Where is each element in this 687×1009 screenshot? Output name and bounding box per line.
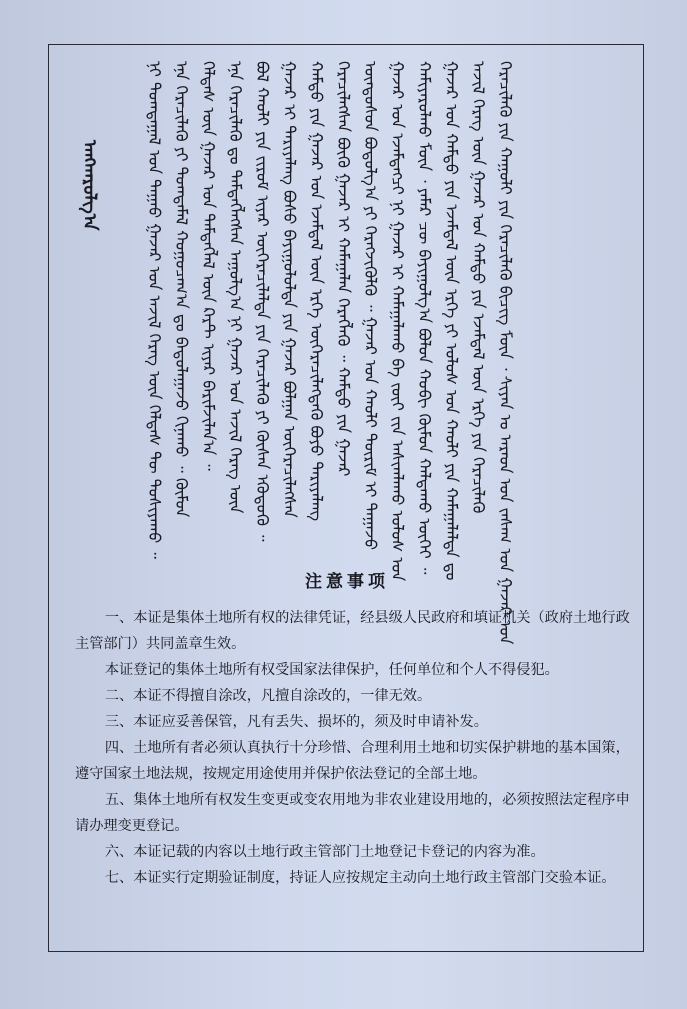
notice-item: 七、本证实行定期验证制度，持证人应按规定主动向土地行政主管部门交验本证。 <box>104 870 616 886</box>
notice-list <box>75 605 631 891</box>
mongolian-column: ᠨᠢ ᠲᠣᠭᠲᠠᠭᠠᠯ ᠤᠨ ᠳᠠᠭᠠᠤ ᠭᠠᠵᠠᠷ ᠤᠨ ᠠᠵᠢᠯ ᠬᠡᠷᠡᠭ ᠦᠨ ᠬᠡᠯᠲᠡᠰ ᠲᠦ ᠲᠤᠰᠢᠶᠠᠬᠤ ᠃ <box>145 61 164 559</box>
mongolian-column: ᠬᠡᠯᠲᠡᠰ ᠦᠨ ᠭᠠᠵᠠᠷ ᠤᠨ ᠳᠡᠮᠳᠡᠭᠯᠡᠯ ᠦᠨ ᠺᠠᠷᠲ ᠢᠶᠠᠷ ᠪᠠᠷᠢᠮᠵᠢᠯᠠᠨ᠎ᠠ ᠃ <box>199 61 218 471</box>
notice-item: 六、本证记载的内容以土地行政主管部门土地登记卡登记的内容为准。 <box>104 844 545 860</box>
mongolian-column: ᠭᠠᠵᠠᠷ ᠢ ᠲᠠᠷᠢᠶᠠᠯᠠᠩ ᠪᠤᠰᠤ ᠪᠠᠶᠢᠭᠤᠯᠤᠯᠲᠠ ᠶᠢᠨ ᠭᠠᠵᠠᠷ ᠪᠣᠯᠭᠠᠨ ᠥᠭᠡᠷᠡᠴᠢᠯᠡᠭᠰᠡᠨ <box>280 61 299 518</box>
mongolian-column: ᠪᠣᠯ ᠬᠠᠤᠯᠢ ᠶᠢᠨ ᠵᠢᠷᠤᠮ ᠢᠶᠠᠷ ᠥᠭᠡᠷᠡᠴᠢᠯᠡᠯᠲᠡ ᠶᠢᠨ ᠭᠡᠷᠡᠴᠢᠯᠡᠬᠦ ᠶᠢ ᠬᠦᠰᠡᠨ ᠡᠭᠦᠳᠦᠬᠦ ᠃ <box>253 61 272 542</box>
notice-item: 三、本证应妥善保管，凡有丢失、损坏的，须及时申请补发。 <box>104 714 488 730</box>
mongolian-column: ᠭᠠᠵᠠᠷ ᠤᠨ ᠡᠵᠡᠮᠳᠡᠭᠴᠢ ᠨᠢ ᠭᠠᠵᠠᠷ ᠢ ᠬᠠᠮᠠᠭᠠᠯᠠᠬᠤ ᠪᠠ ᠵᠦᠢ ᠵᠢᠨ ᠠᠰᠢᠭᠯᠠᠬᠤ ᠤᠯᠤᠰ ᠤᠨ <box>388 61 407 582</box>
mongolian-column: ᠭᠡᠷᠡᠴᠢᠯᠡᠭᠰᠡᠨ ᠪᠦᠬᠦ ᠭᠠᠵᠠᠷ ᠢ ᠬᠠᠮᠠᠭᠠᠯᠠᠨ ᠬᠡᠷᠡᠭᠯᠡᠬᠦ ᠃ ᠬᠠᠮᠲᠤ ᠶᠢᠨ ᠭᠠᠵᠠᠷ <box>334 61 353 477</box>
mongolian-title: ᠠᠩᠬᠠᠷᠤᠯᠭ᠎ᠠ <box>79 140 100 231</box>
mongolian-column: ᠠᠵᠢᠯ ᠬᠡᠷᠡᠭ ᠦᠨ ᠭᠠᠵᠠᠷ ᠤᠨ ᠬᠠᠮᠲᠤ ᠶᠢᠨ ᠡᠵᠡᠮᠳᠡᠯ ᠦᠨ ᠡᠷᠬᠡ ᠶᠢᠨ ᠭᠡᠷᠡᠴᠢᠯᠡᠬᠦ <box>469 61 488 514</box>
notice-title: 注意事项 <box>305 572 389 592</box>
page-border <box>48 44 644 952</box>
notice-item: 一、本证是集体土地所有权的法律凭证，经县级人民政府和填证机关（政府土地行政主管部门）共同盖章生效。 <box>75 610 630 652</box>
mongolian-column: ᠦᠨᠳᠦᠰᠦᠨ ᠪᠣᠳᠤᠯᠭ᠎ᠠ ᠶᠢ ᠬᠡᠷᠡᠭᠵᠢᠭᠦᠯᠬᠦ ᠃ ᠭᠠᠵᠠᠷ ᠤᠨ ᠬᠠᠤᠯᠢ ᠳᠦᠷᠢᠮ ᠢ ᠳᠠᠭᠠᠵᠤ <box>361 61 380 550</box>
notice-item: 二、本证不得擅自涂改，凡擅自涂改的，一律无效。 <box>104 688 432 704</box>
mongolian-column: ᠡᠨᠡ ᠭᠡᠷᠡᠴᠢᠯᠡᠬᠦ ᠶᠢ ᠲᠣᠭᠲᠠᠮᠠᠯ ᠬᠤᠭᠤᠴᠠᠭ᠎ᠠ ᠳᠤ ᠪᠠᠲᠤᠯᠠᠭᠠᠵᠤ ᠬᠢᠨᠠᠬᠤ ᠃ ᠬᠦᠮᠦᠨ <box>172 61 191 518</box>
mongolian-column: ᠬᠠᠮᠲᠤ ᠶᠢᠨ ᠭᠠᠵᠠᠷ ᠤᠨ ᠡᠵᠡᠮᠳᠡᠯ ᠦᠨ ᠡᠷᠬᠡ ᠥᠭᠡᠷᠡᠴᠢᠯᠡᠭᠳᠡᠬᠦ ᠪᠤᠶᠤ ᠲᠠᠷᠢᠶᠠᠯᠠᠩ <box>307 61 326 522</box>
mongolian-column: ᠭᠠᠵᠠᠷ ᠤᠨ ᠬᠠᠮᠲᠤ ᠶᠢᠨ ᠡᠵᠡᠮᠳᠡᠯ ᠦᠨ ᠡᠷᠬᠡ ᠶᠢ ᠤᠯᠤᠰ ᠤᠨ ᠬᠠᠤᠯᠢ ᠶᠢᠨ ᠬᠠᠮᠠᠭᠠᠯᠠᠯᠲᠠ ᠳᠤ <box>442 61 461 581</box>
mongolian-column: ᠭᠡᠷᠡᠴᠢᠯᠡᠬᠦ ᠶᠢᠨ ᠬᠠᠭᠤᠯᠢ ᠶᠢᠨ ᠭᠡᠷᠡᠴᠢᠯᠡᠬᠦ ᠪᠢᠴᠢᠭ ᠮᠦᠨ ᠂ ᠰᠢᠶᠠᠨ ᠤ ᠠᠷᠠᠳ ᠤᠨ ᠵᠠᠰᠠᠭ ᠤᠨ ᠭᠠᠵᠠᠷ ᠤᠨ <box>496 61 515 645</box>
notice-item: 本证登记的集体土地所有权受国家法律保护，任何单位和个人不得侵犯。 <box>104 662 559 678</box>
mongolian-column: ᠬᠠᠮᠢᠶᠠᠷᠤᠯᠬᠤ ᠮᠦᠨ ᠂ ᠶᠠᠮᠠᠷ ᠴᠦ ᠪᠠᠶᠢᠭᠤᠯᠭ᠎ᠠ ᠪᠣᠯᠤᠨ ᠬᠤᠪᠢ ᠬᠦᠮᠦᠨ ᠬᠠᠯᠳᠠᠬᠤ ᠦᠭᠡᠢ ᠃ <box>415 61 434 575</box>
notice-item: 四、土地所有者必须认真执行十分珍惜、合理利用土地和切实保护耕地的基本国策，遵守国家土地法规，按规定用途使用并保护依法登记的全部土地。 <box>75 740 630 782</box>
notice-item: 五、集体土地所有权发生变更或变农用地为非农业建设用地的，必须按照法定程序申请办理变更登记。 <box>75 792 630 834</box>
mongolian-column: ᠡᠨᠡ ᠭᠡᠷᠡᠴᠢᠯᠡᠬᠦ ᠳᠤ ᠳᠡᠮᠳᠡᠭᠯᠡᠭᠰᠡᠨ ᠠᠭᠤᠯᠭ᠎ᠠ ᠨᠢ ᠭᠠᠵᠠᠷ ᠤᠨ ᠠᠵᠢᠯ ᠬᠡᠷᠡᠭ ᠦᠨ <box>226 61 245 514</box>
